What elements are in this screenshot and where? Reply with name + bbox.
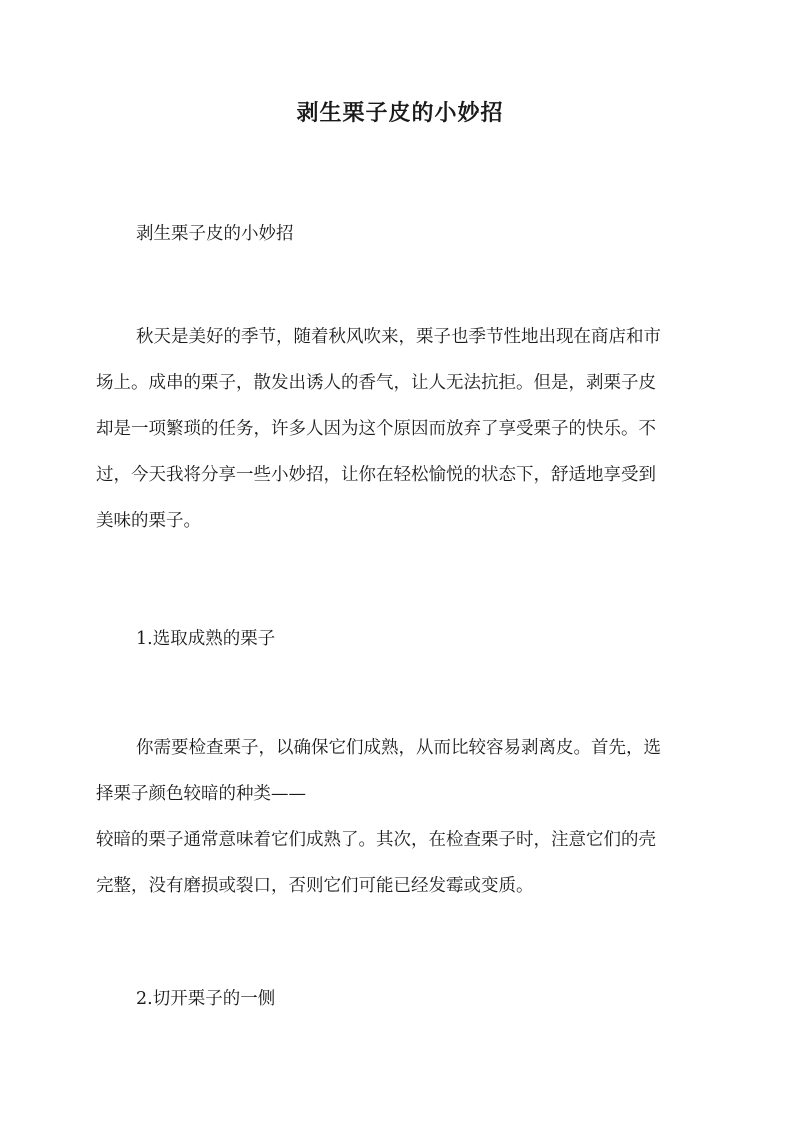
intro-line: 秋天是美好的季节，随着秋风吹来，栗子也季节性地出现在商店和市 [136,327,661,347]
intro-line: 却是一项繁琐的任务，许多人因为这个原因而放弃了享受栗子的快乐。不 [96,419,656,439]
section-1-line: 你需要检查栗子，以确保它们成熟，从而比较容易剥离皮。首先，选 [136,738,661,758]
section-1-heading: 1.选取成熟的栗子 [136,629,276,649]
section-1-paragraph [96,725,706,909]
intro-line: 美味的栗子。 [96,511,201,531]
section-1-line: 较暗的栗子通常意味着它们成熟了。其次，在检查栗子时，注意它们的壳 [96,830,656,850]
section-1-line: 择栗子颜色较暗的种类—— [96,784,306,804]
intro-line: 过，今天我将分享一些小妙招，让你在轻松愉悦的状态下，舒适地享受到 [96,465,656,485]
document-subtitle: 剥生栗子皮的小妙招 [136,224,294,244]
section-1-line: 完整，没有磨损或裂口，否则它们可能已经发霉或变质。 [96,876,534,896]
section-2-heading: 2.切开栗子的一侧 [136,989,276,1009]
intro-paragraph [96,314,706,544]
document-title: 剥生栗子皮的小妙招 [296,100,504,126]
intro-line: 场上。成串的栗子，散发出诱人的香气，让人无法抗拒。但是，剥栗子皮 [96,373,656,393]
